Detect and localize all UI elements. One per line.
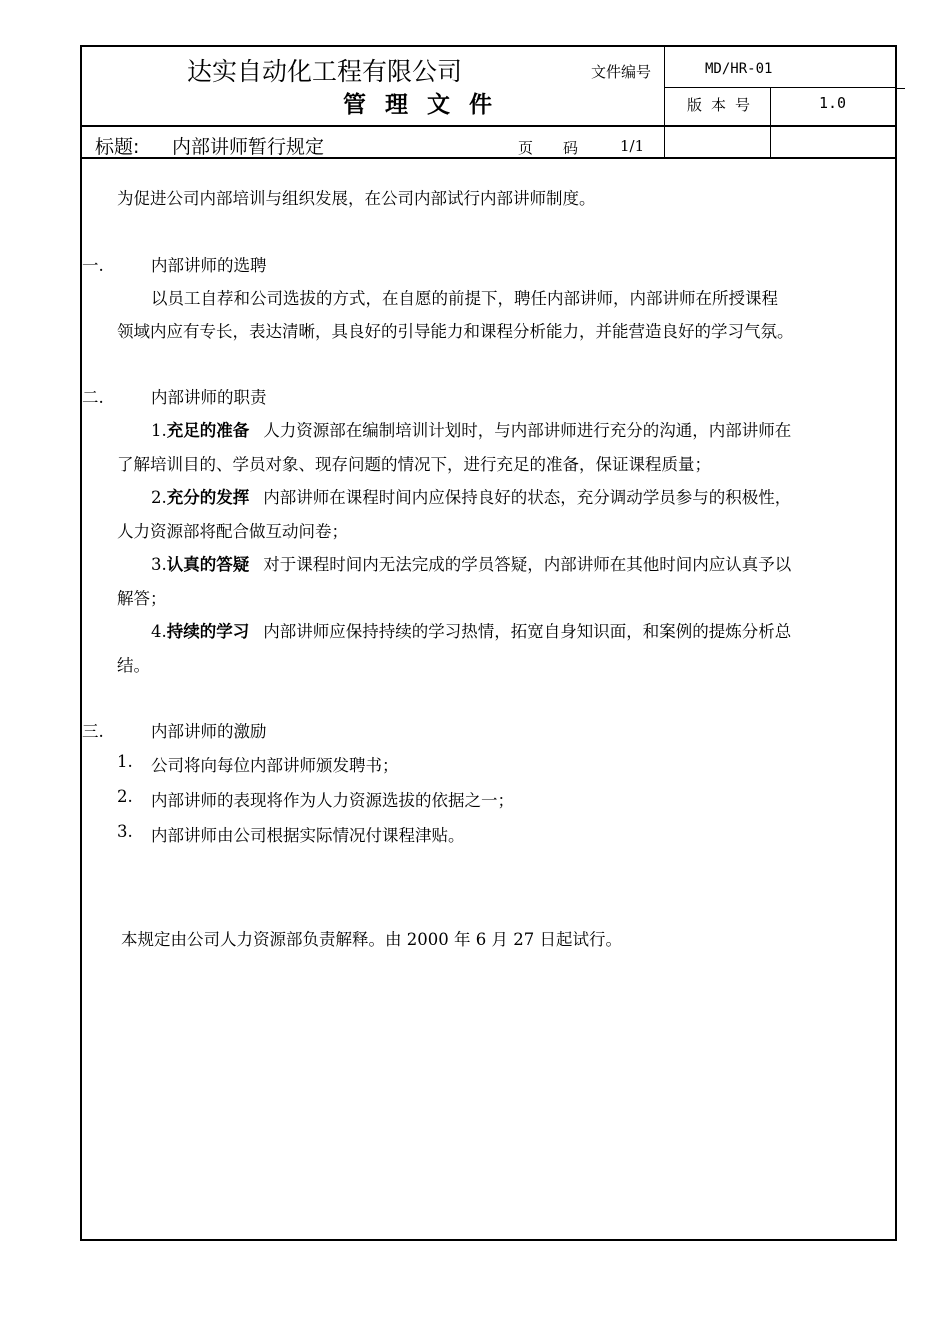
section-2-number: 二. <box>82 388 104 407</box>
incentive-3-text: 内部讲师由公司根据实际情况付课程津贴。 <box>151 826 465 845</box>
header-divider-2 <box>80 125 897 127</box>
header-col-2 <box>770 87 771 158</box>
header-divider-1 <box>664 87 897 88</box>
incentive-2-text: 内部讲师的表现将作为人力资源选拔的依据之一； <box>151 791 514 810</box>
duty-1-heading: 充足的准备 <box>166 421 250 440</box>
section-1-title: 内部讲师的选聘 <box>151 256 267 275</box>
duty-2-heading: 充分的发挥 <box>166 488 250 507</box>
duty-2-text: 内部讲师在课程时间内应保持良好的状态，充分调动学员参与的积极性， <box>263 488 792 507</box>
document-title: 内部讲师暂行规定 <box>172 136 325 158</box>
duty-3-number: 3. <box>151 555 167 574</box>
header-col-1 <box>664 45 665 158</box>
duty-3-line-1 <box>151 551 791 575</box>
title-label: 标题: <box>95 136 140 158</box>
duty-4-line-1 <box>151 618 791 642</box>
duty-1-line-2: 了解培训目的、学员对象、现存问题的情况下，进行充足的准备，保证课程质量； <box>117 455 711 474</box>
page-label: 页 码 <box>518 139 579 157</box>
duty-3-heading: 认真的答疑 <box>166 555 250 574</box>
section-3-number: 三. <box>82 722 104 741</box>
document-frame <box>80 45 897 1241</box>
incentive-3-number: 3. <box>117 822 133 841</box>
section-2-title: 内部讲师的职责 <box>151 388 267 407</box>
doc-no-label: 文件编号 <box>591 63 652 81</box>
document-type: 管理文件 <box>343 92 511 118</box>
duty-4-line-2: 结。 <box>117 656 150 675</box>
doc-no-value: MD/HR-01 <box>705 61 773 77</box>
duty-1-line-1 <box>151 417 791 441</box>
section-1-line-2: 领域内应有专长，表达清晰，具良好的引导能力和课程分析能力，并能营造良好的学习气氛。 <box>117 322 794 341</box>
duty-2-line-1 <box>151 484 791 508</box>
duty-1-number: 1. <box>151 421 167 440</box>
incentive-1-number: 1. <box>117 752 133 771</box>
duty-4-number: 4. <box>151 622 167 641</box>
duty-4-text: 内部讲师应保持持续的学习热情，拓宽自身知识面，和案例的提炼分析总 <box>263 622 792 641</box>
header-overrun <box>897 88 905 89</box>
incentive-1-text: 公司将向每位内部讲师颁发聘书； <box>151 756 399 775</box>
closing-statement: 本规定由公司人力资源部负责解释。由 2000 年 6 月 27 日起试行。 <box>121 930 622 949</box>
company-name: 达实自动化工程有限公司 <box>187 57 463 86</box>
duty-3-line-2: 解答； <box>117 589 167 608</box>
duty-1-text: 人力资源部在编制培训计划时，与内部讲师进行充分的沟通，内部讲师在 <box>263 421 792 440</box>
version-value: 1.0 <box>819 94 847 112</box>
page-number: 1/1 <box>620 137 645 155</box>
duty-2-number: 2. <box>151 488 167 507</box>
incentive-2-number: 2. <box>117 787 133 806</box>
intro-paragraph: 为促进公司内部培训与组织发展，在公司内部试行内部讲师制度。 <box>117 189 596 208</box>
section-3-title: 内部讲师的激励 <box>151 722 267 741</box>
duty-3-text: 对于课程时间内无法完成的学员答疑，内部讲师在其他时间内应认真予以 <box>263 555 792 574</box>
section-1-line-1: 以员工自荐和公司选拔的方式，在自愿的前提下，聘任内部讲师，内部讲师在所授课程 <box>151 289 778 308</box>
section-1-number: 一. <box>82 256 104 275</box>
version-label: 版 本 号 <box>687 96 751 114</box>
duty-4-heading: 持续的学习 <box>166 622 250 641</box>
duty-2-line-2: 人力资源部将配合做互动问卷； <box>117 522 348 541</box>
